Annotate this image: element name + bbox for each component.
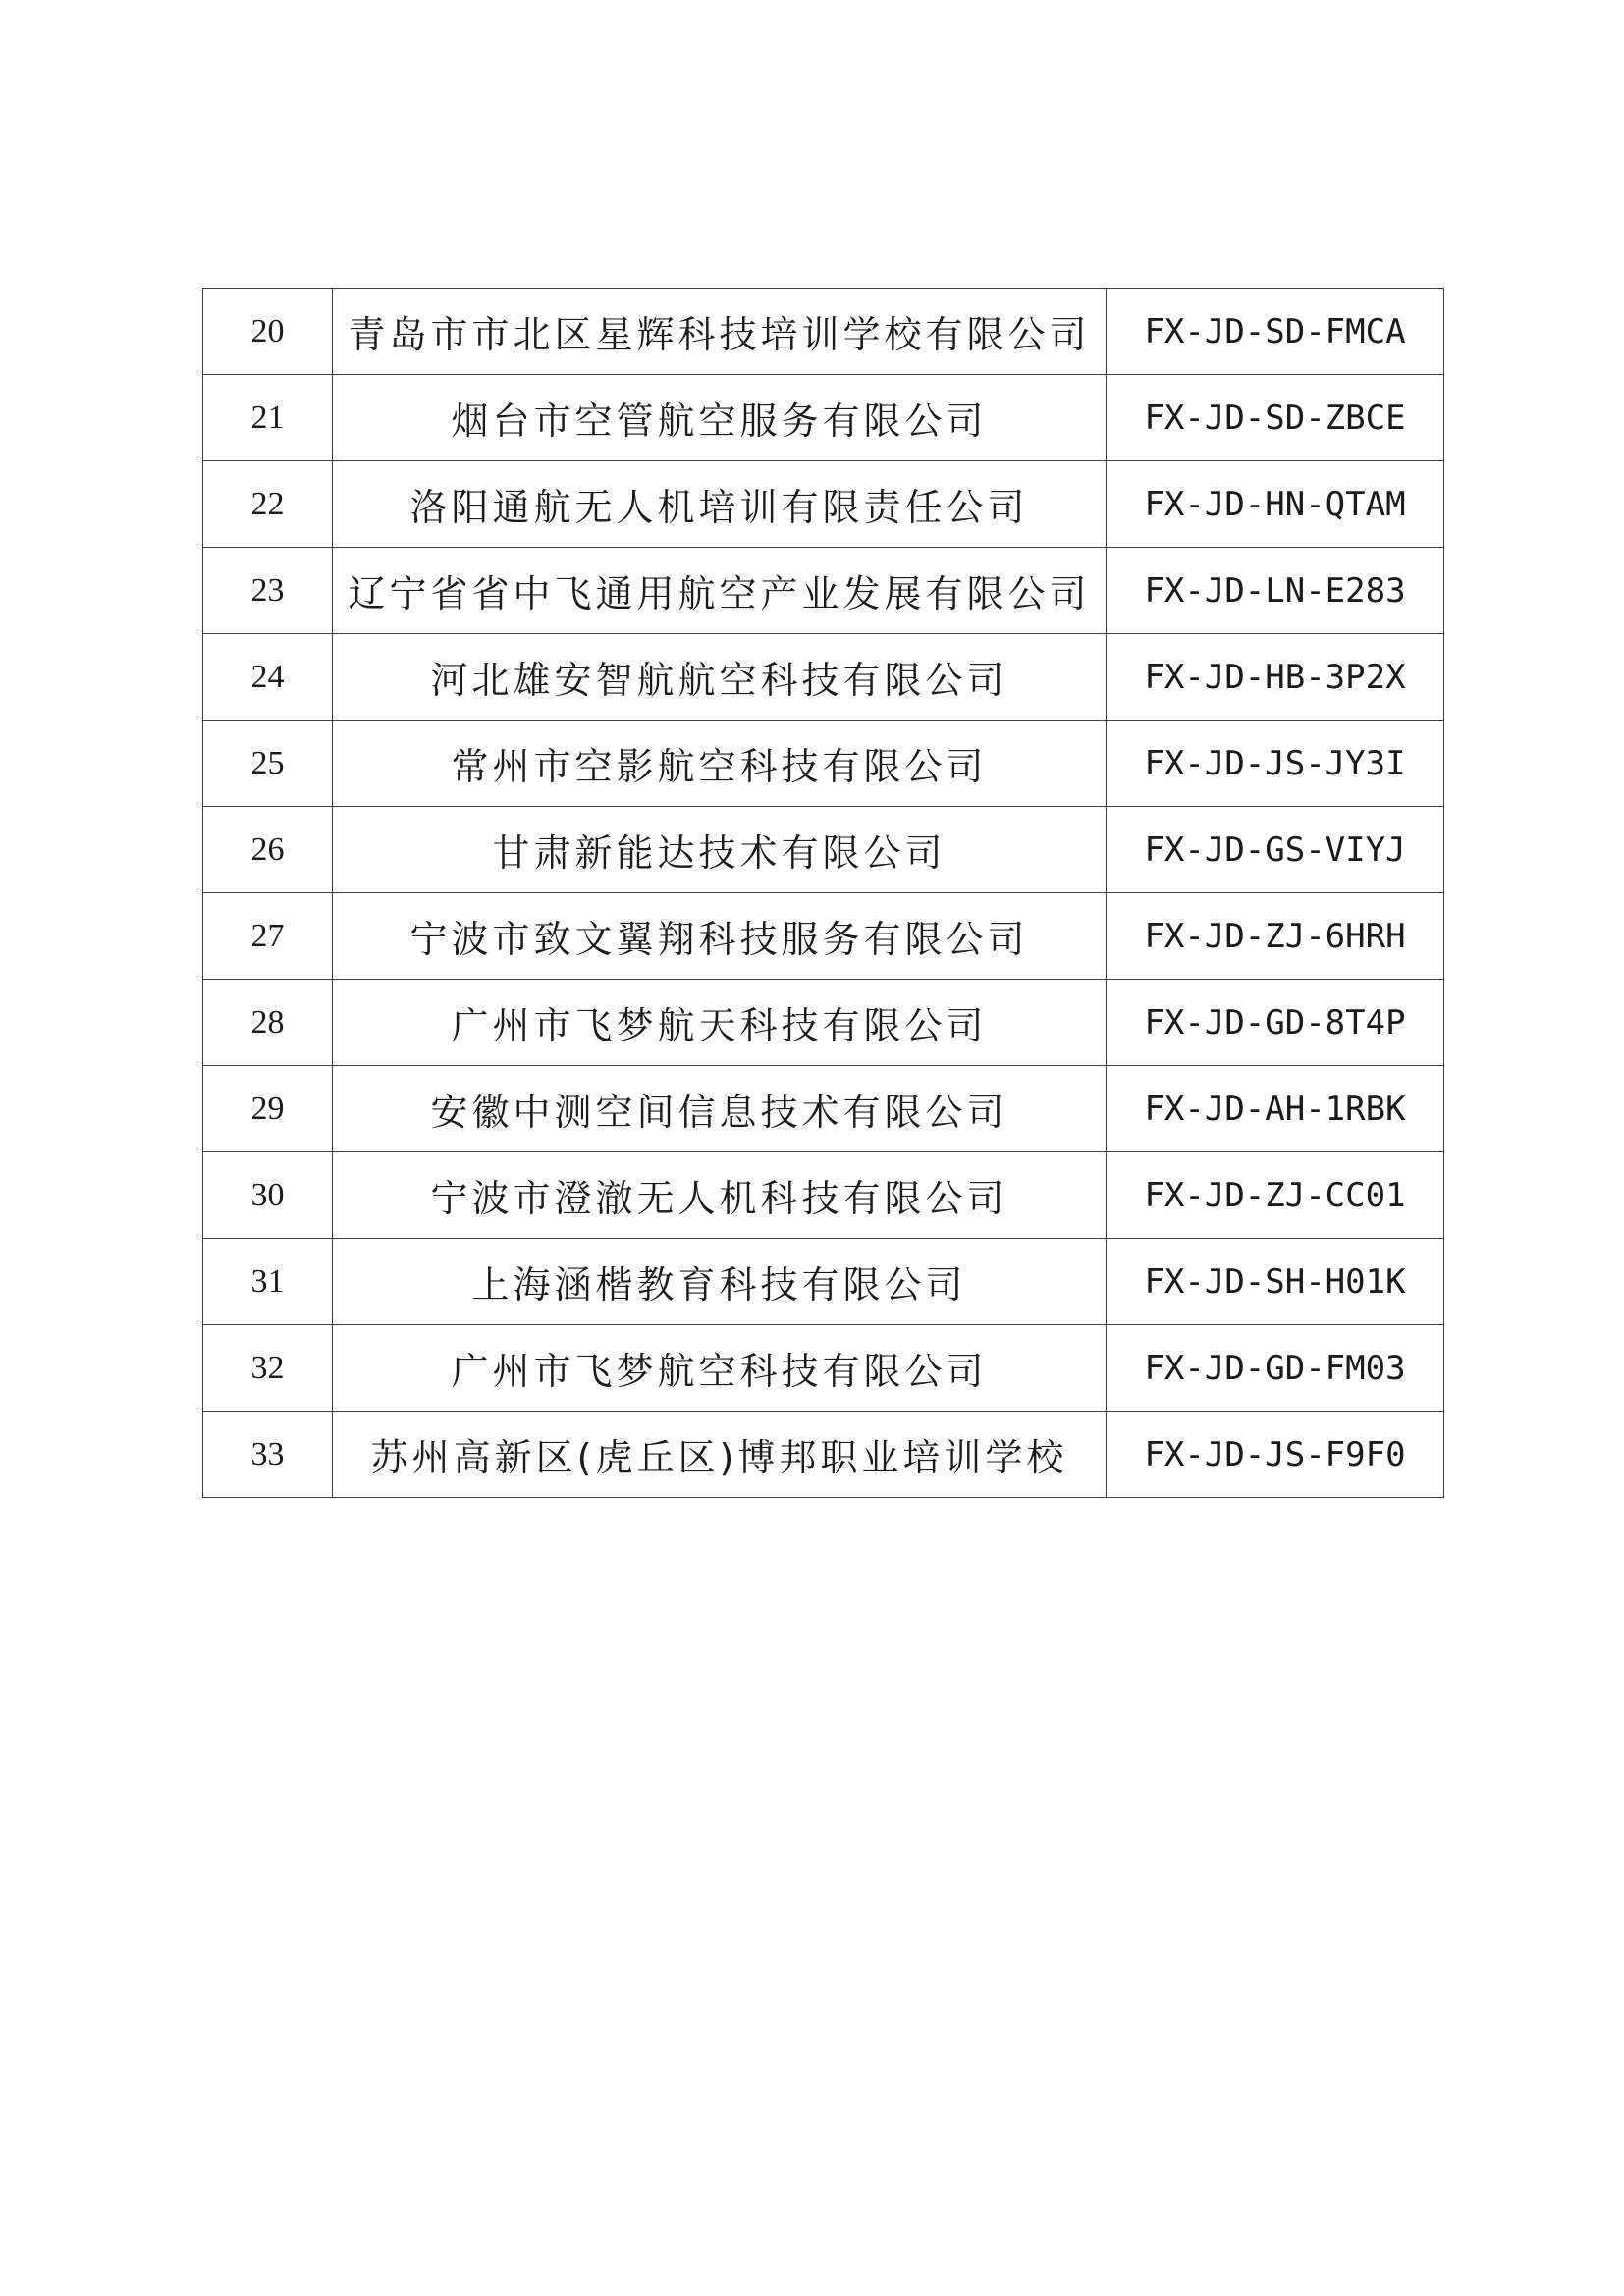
institution-name: 宁波市致文翼翔科技服务有限公司 — [333, 893, 1107, 980]
institution-name: 广州市飞梦航天科技有限公司 — [333, 980, 1107, 1066]
row-number: 21 — [203, 375, 333, 461]
institution-code: FX-JD-SD-ZBCE — [1107, 375, 1444, 461]
table-row — [203, 807, 1444, 893]
institution-code: FX-JD-HN-QTAM — [1107, 461, 1444, 548]
institution-name: 常州市空影航空科技有限公司 — [333, 721, 1107, 807]
institution-name: 洛阳通航无人机培训有限责任公司 — [333, 461, 1107, 548]
row-number: 32 — [203, 1325, 333, 1412]
table-row — [203, 375, 1444, 461]
institution-code: FX-JD-SH-H01K — [1107, 1239, 1444, 1325]
table-row — [203, 548, 1444, 634]
institution-code: FX-JD-HB-3P2X — [1107, 634, 1444, 721]
row-number: 29 — [203, 1066, 333, 1152]
institution-code: FX-JD-GS-VIYJ — [1107, 807, 1444, 893]
table-row — [203, 461, 1444, 548]
institution-code: FX-JD-JS-F9F0 — [1107, 1412, 1444, 1498]
institution-name: 苏州高新区(虎丘区)博邦职业培训学校 — [333, 1412, 1107, 1498]
table-row — [203, 1325, 1444, 1412]
row-number: 33 — [203, 1412, 333, 1498]
table-row — [203, 289, 1444, 375]
row-number: 26 — [203, 807, 333, 893]
row-number: 28 — [203, 980, 333, 1066]
institution-code: FX-JD-AH-1RBK — [1107, 1066, 1444, 1152]
institution-name: 安徽中测空间信息技术有限公司 — [333, 1066, 1107, 1152]
table-row — [203, 893, 1444, 980]
institution-name: 辽宁省省中飞通用航空产业发展有限公司 — [333, 548, 1107, 634]
institution-code: FX-JD-GD-8T4P — [1107, 980, 1444, 1066]
institution-code: FX-JD-ZJ-CC01 — [1107, 1152, 1444, 1239]
institution-name: 河北雄安智航航空科技有限公司 — [333, 634, 1107, 721]
table-row — [203, 1412, 1444, 1498]
row-number: 20 — [203, 289, 333, 375]
row-number: 22 — [203, 461, 333, 548]
row-number: 24 — [203, 634, 333, 721]
institution-name: 烟台市空管航空服务有限公司 — [333, 375, 1107, 461]
institution-code: FX-JD-JS-JY3I — [1107, 721, 1444, 807]
institution-code: FX-JD-LN-E283 — [1107, 548, 1444, 634]
row-number: 31 — [203, 1239, 333, 1325]
institution-table — [202, 288, 1444, 1498]
table-row — [203, 1239, 1444, 1325]
table-row — [203, 1066, 1444, 1152]
table-row — [203, 980, 1444, 1066]
institution-code: FX-JD-SD-FMCA — [1107, 289, 1444, 375]
institution-name: 甘肃新能达技术有限公司 — [333, 807, 1107, 893]
institution-name: 宁波市澄澈无人机科技有限公司 — [333, 1152, 1107, 1239]
row-number: 27 — [203, 893, 333, 980]
table-row — [203, 1152, 1444, 1239]
row-number: 25 — [203, 721, 333, 807]
table-row — [203, 634, 1444, 721]
row-number: 30 — [203, 1152, 333, 1239]
institution-name: 上海涵楷教育科技有限公司 — [333, 1239, 1107, 1325]
row-number: 23 — [203, 548, 333, 634]
institution-name: 青岛市市北区星辉科技培训学校有限公司 — [333, 289, 1107, 375]
institution-code: FX-JD-ZJ-6HRH — [1107, 893, 1444, 980]
table-row — [203, 721, 1444, 807]
institution-name: 广州市飞梦航空科技有限公司 — [333, 1325, 1107, 1412]
institution-code: FX-JD-GD-FM03 — [1107, 1325, 1444, 1412]
